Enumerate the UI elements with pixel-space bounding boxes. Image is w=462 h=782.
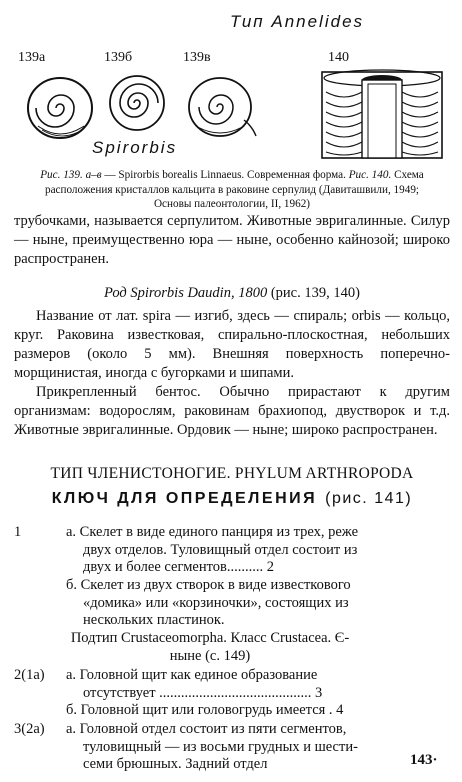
figure-label-140: 140 [328, 50, 349, 65]
body-paragraph: Прикрепленный бентос. Обычно прирастают к другим организмам: водорослям, раковинам брахиопод, двустворок и т.д. Животные эвригалинные. Ордовик — ныне; широко распространен. [14, 384, 450, 438]
key-entry: б. Головной щит или головогрудь имеется . 4 [66, 702, 344, 718]
page-number: 143· [410, 752, 438, 768]
body-paragraph: Название от лат. spira — изгиб, здесь — спираль; orbis — кольцо, круг. Раковина известковая, спирально-плоскостная, небольших размеров (около 5 мм). Внешняя поверхность поперечно-морщинистая, иногда с бугорками и шипами. [14, 308, 450, 381]
key-number: 3(2а) [14, 721, 45, 737]
key-subphylum: Подтип Crustaceomorpha. Класс Crustacea. Є-ныне (с. 149) [70, 630, 350, 664]
key-entry: а. Скелет в виде единого панциря из трех, реже двух отделов. Туловищный отдел состоит из двух и более сегментов.......... 2 [66, 524, 359, 575]
genus-label: Spirorbis [92, 138, 178, 157]
genus-heading: Род Spirorbis Daudin, 1800 (рис. 139, 140) [104, 285, 360, 301]
section-title: ТИП ЧЛЕНИСТОНОГИЕ. PHYLUM ARTHROPODA [50, 465, 414, 482]
key-entry: б. Скелет из двух створок в виде известкового «домика» или «корзиночки», состоящих из нескольких пластинок. [66, 577, 351, 628]
spirorbis-shell-illustration-c [182, 70, 262, 142]
section-header: Тип Annelides [230, 12, 365, 31]
key-number: 1 [14, 524, 22, 540]
figure-label-139v: 139в [183, 50, 211, 65]
key-number: 2(1а) [14, 667, 45, 683]
figure-label-139a: 139а [18, 50, 46, 65]
figure-label-139b: 139б [104, 50, 133, 65]
figure-caption: Рис. 139. а–в — Spirorbis borealis Linnaeus. Современная форма. Рис. 140. Схема расположения кристаллов кальцита в раковине серпулид (Давиташвили, 1949; Основы палеонтологии, II, 1962) [40, 169, 424, 210]
body-paragraph: трубочками, называется серпулитом. Животные эвригалинные. Силур — ныне, преимущественно юра — ныне, особенно кайнозой; широко распространен. [14, 213, 450, 267]
spirorbis-shell-illustration-b [104, 72, 170, 134]
serpulid-tube-crystal-scheme [318, 68, 446, 160]
spirorbis-shell-illustration-a [20, 70, 100, 144]
key-entry: а. Головной отдел состоит из пяти сегментов, туловищный — из восьми грудных и шести-семи брюшных. Задний отдел [66, 721, 358, 772]
key-entry: а. Головной щит как единое образование отсутствует .......................................... 3 [66, 667, 323, 701]
key-heading: КЛЮЧ ДЛЯ ОПРЕДЕЛЕНИЯ (рис. 141) [51, 490, 413, 507]
